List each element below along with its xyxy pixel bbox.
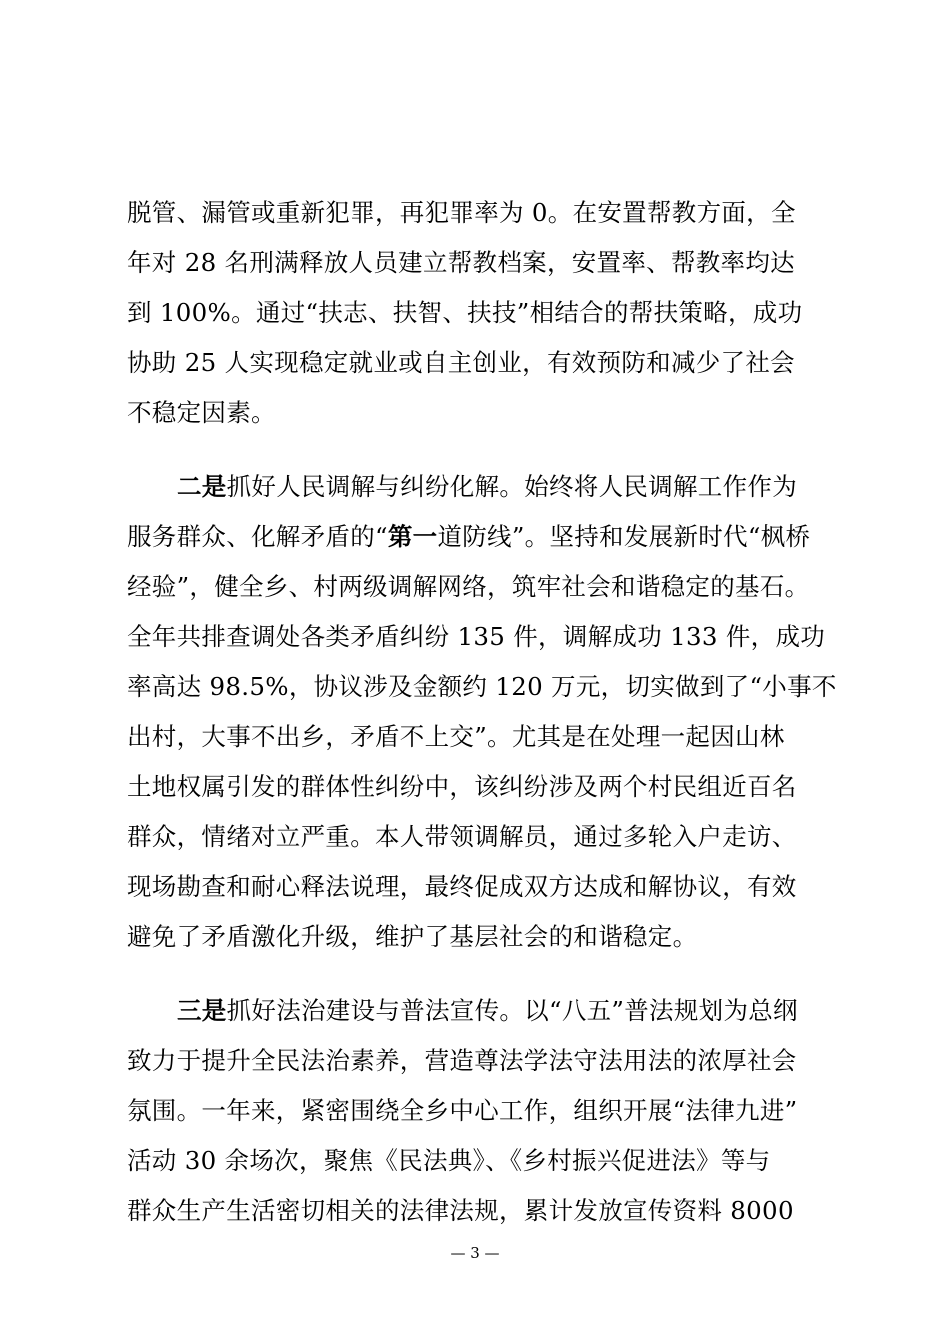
text-line: 脱管、漏管或重新犯罪，再犯罪率为 0。在安置帮教方面，全	[127, 198, 796, 227]
document-body	[127, 188, 837, 1236]
text-line: 不稳定因素。	[127, 398, 276, 427]
text-segment: 抓好法治建设与普法宣传。以“八五”普法规划为总纲	[226, 996, 798, 1025]
text-line: 群众，情绪对立严重。本人带领调解员，通过多轮入户走访、	[127, 822, 797, 851]
text-line: 氛围。一年来，紧密围绕全乡中心工作，组织开展“法律九进”	[127, 1096, 798, 1125]
text-line: 年对 28 名刑满释放人员建立帮教档案，安置率、帮教率均达	[127, 248, 795, 277]
paragraph-1	[127, 188, 827, 438]
text-line	[127, 512, 827, 562]
text-line	[127, 986, 827, 1036]
text-segment: 抓好人民调解与纠纷化解。始终将人民调解工作作为	[226, 472, 798, 501]
text-line: 出村，大事不出乡，矛盾不上交”。尤其是在处理一起因山林	[127, 722, 785, 751]
paragraph-lead: 二是	[177, 472, 227, 501]
text-line: 协助 25 人实现稳定就业或自主创业，有效预防和减少了社会	[127, 348, 795, 377]
text-line: 活动 30 余场次，聚焦《民法典》、《乡村振兴促进法》等与	[127, 1146, 771, 1175]
text-line: 经验”，健全乡、村两级调解网络，筑牢社会和谐稳定的基石。	[127, 572, 810, 601]
emphasis-text: 第一	[387, 522, 438, 551]
text-line: 率高达 98.5%，协议涉及金额约 120 万元，切实做到了“小事不	[127, 672, 837, 701]
text-line: 避免了矛盾激化升级，维护了基层社会的和谐稳定。	[127, 922, 698, 951]
paragraph-2	[127, 462, 837, 962]
page-number: — 3 —	[450, 1244, 500, 1262]
text-segment: 道防线”。坚持和发展新时代“枫桥	[437, 522, 811, 551]
text-segment: 服务群众、化解矛盾的“	[127, 522, 388, 551]
text-line: 群众生产生活密切相关的法律法规，累计发放宣传资料 8000	[127, 1196, 794, 1225]
text-line: 到 100%。通过“扶志、扶智、扶技”相结合的帮扶策略，成功	[127, 298, 803, 327]
paragraph-lead: 三是	[177, 996, 227, 1025]
text-line	[127, 462, 827, 512]
paragraph-3	[127, 986, 827, 1236]
text-line: 全年共排查调处各类矛盾纠纷 135 件，调解成功 133 件，成功	[127, 622, 826, 651]
text-line: 致力于提升全民法治素养，营造尊法学法守法用法的浓厚社会	[127, 1046, 797, 1075]
text-line: 土地权属引发的群体性纠纷中，该纠纷涉及两个村民组近百名	[127, 772, 797, 801]
text-line: 现场勘查和耐心释法说理，最终促成双方达成和解协议，有效	[127, 872, 797, 901]
